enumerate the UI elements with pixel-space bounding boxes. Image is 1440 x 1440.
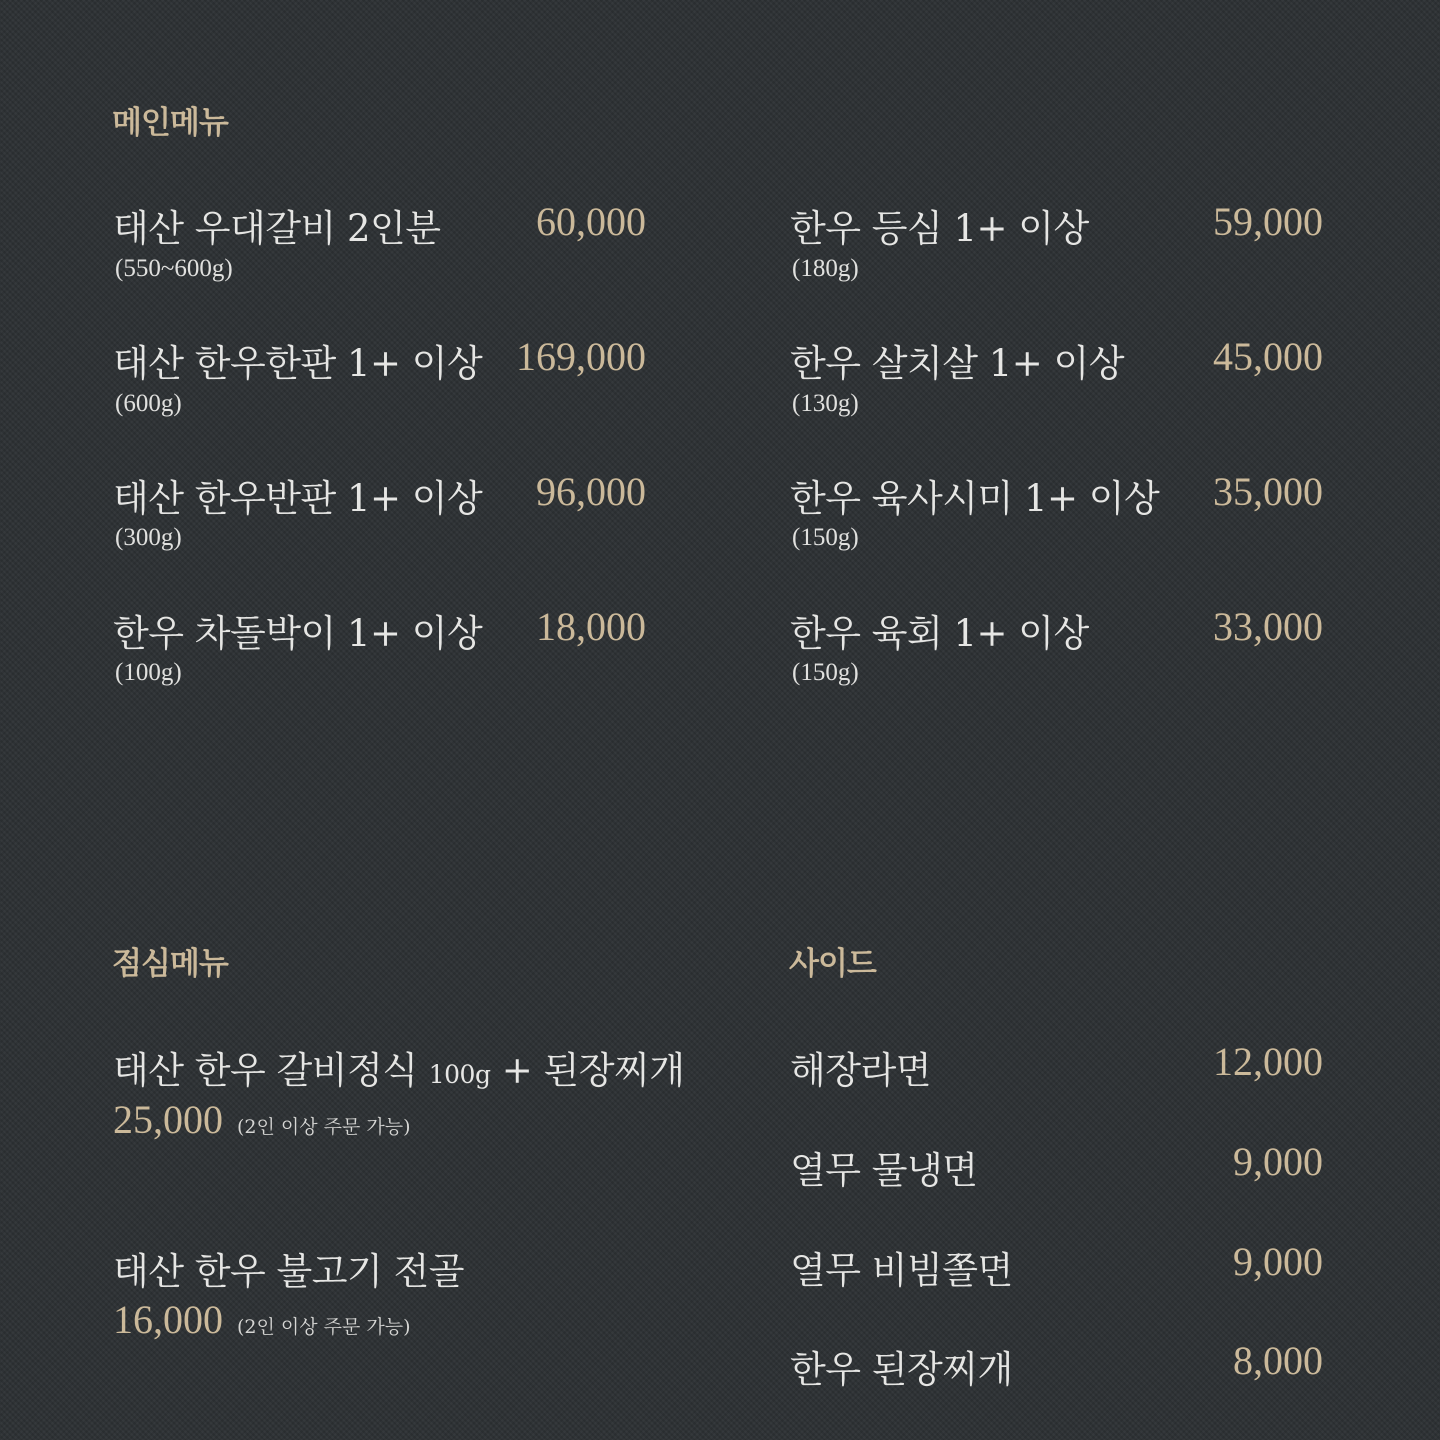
menu-item-name: 태산 한우반판 1+ 이상 [113, 477, 483, 520]
menu-item-name: 태산 한우한판 1+ 이상 [113, 342, 483, 385]
main-menu-title: 메인메뉴 [112, 105, 228, 141]
lunch-item-name-text: 태산 한우 갈비정식 [113, 1049, 418, 1092]
lunch-menu-title: 점심메뉴 [112, 946, 228, 982]
lunch-item-price: 16,000 [113, 1297, 223, 1342]
menu-item-weight: (600g) [115, 390, 182, 417]
lunch-item-note: (2인 이상 주문 가능) [237, 1116, 411, 1138]
menu-item-weight: (130g) [792, 390, 859, 417]
lunch-item-extra: + 된장찌개 [490, 1049, 685, 1092]
menu-item-price: 33,000 [1213, 604, 1323, 649]
side-item-name: 열무 물냉면 [790, 1149, 978, 1192]
menu-item-name: 한우 살치살 1+ 이상 [790, 342, 1125, 385]
side-item-name: 해장라면 [790, 1049, 931, 1092]
menu-item-weight: (150g) [792, 659, 859, 686]
menu-item-price: 18,000 [536, 604, 646, 649]
lunch-item-price: 25,000 [113, 1097, 223, 1142]
menu-item-weight: (550~600g) [115, 255, 233, 282]
menu-item-name: 한우 육회 1+ 이상 [790, 612, 1089, 655]
side-item-name: 한우 된장찌개 [790, 1348, 1013, 1391]
side-item-name: 열무 비빔쫄면 [790, 1249, 1013, 1292]
lunch-item-note: (2인 이상 주문 가능) [237, 1316, 411, 1338]
side-item-price: 9,000 [1233, 1139, 1323, 1184]
menu-item-weight: (180g) [792, 255, 859, 282]
menu-item-price: 45,000 [1213, 334, 1323, 379]
menu-item-name: 한우 차돌박이 1+ 이상 [113, 612, 483, 655]
menu-item-name: 한우 등심 1+ 이상 [790, 207, 1089, 250]
side-item-price: 9,000 [1233, 1239, 1323, 1284]
menu-item-price: 60,000 [536, 199, 646, 244]
menu-item-price: 96,000 [536, 469, 646, 514]
side-item-price: 8,000 [1233, 1338, 1323, 1383]
lunch-item-price-row [113, 1296, 411, 1343]
menu-item-weight: (150g) [792, 524, 859, 551]
side-item-price: 12,000 [1213, 1039, 1323, 1084]
menu-item-price: 35,000 [1213, 469, 1323, 514]
menu-item-weight: (300g) [115, 524, 182, 551]
lunch-item-detail: 100g [428, 1060, 491, 1089]
menu-item-weight: (100g) [115, 659, 182, 686]
menu-item-name: 태산 우대갈비 2인분 [113, 207, 441, 250]
menu-item-price: 169,000 [516, 334, 646, 379]
lunch-item-price-row [113, 1096, 411, 1143]
lunch-item-name [113, 1040, 684, 1094]
menu-item-name: 한우 육사시미 1+ 이상 [790, 477, 1160, 520]
menu-item-price: 59,000 [1213, 199, 1323, 244]
side-menu-title: 사이드 [789, 946, 876, 982]
lunch-item-name: 태산 한우 불고기 전골 [113, 1250, 464, 1293]
